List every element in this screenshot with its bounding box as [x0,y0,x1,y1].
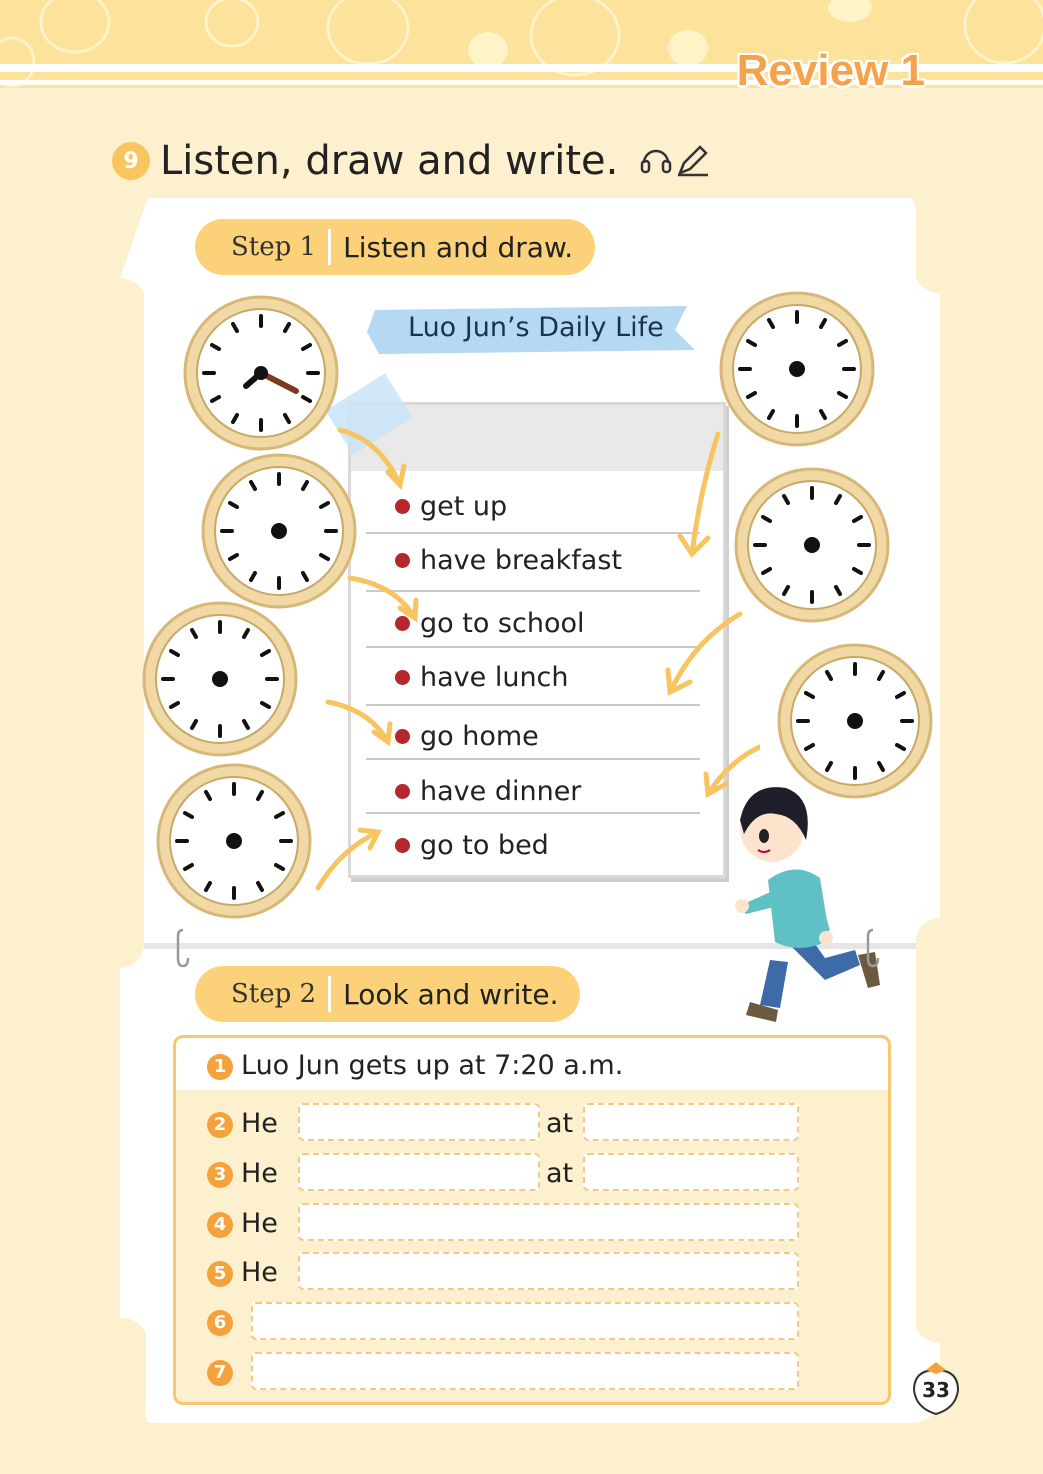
sentence-text: Luo Jun gets up at 7:20 a.m. [241,1050,624,1081]
header-banner [0,0,1043,96]
arrow-icon [692,434,718,554]
sentence-3 [207,1158,278,1189]
answer-blank[interactable] [251,1302,799,1340]
step2-action: Look and write. [343,977,559,1011]
sentence-4 [207,1208,278,1239]
clock-go-to-school [141,600,299,758]
answer-blank[interactable] [298,1153,540,1191]
sentence-3-at: at [546,1158,574,1189]
number-badge: 1 [207,1054,233,1080]
activity-label: get up [420,491,508,522]
step1-action: Listen and draw. [343,230,574,264]
sentence-prefix: He [241,1257,278,1288]
number-badge: 3 [207,1162,233,1188]
page-number-text: 33 [922,1378,950,1402]
step2-divider [328,976,331,1012]
step2-label: Step 2 [231,979,317,1009]
task-title: Listen, draw and write. [160,138,619,184]
task-icons [640,141,710,181]
number-badge: 4 [207,1212,233,1238]
ring-binder-left [176,928,190,968]
activity-label: have lunch [420,662,569,693]
number-badge: 2 [207,1112,233,1138]
sentence-6 [207,1306,241,1337]
sentence-7 [207,1356,241,1387]
answer-blank[interactable] [298,1203,799,1241]
boy-illustration [730,780,890,1030]
answer-blank[interactable] [583,1153,799,1191]
answer-blank[interactable] [298,1252,799,1290]
step1-divider [328,229,331,265]
activity-label: have breakfast [420,545,622,576]
arrow-icon [670,614,740,692]
arrow-icon [318,832,378,888]
arrows-layer [300,420,760,900]
pencil-icon [678,147,708,175]
daily-life-title: Luo Jun’s Daily Life [408,312,664,343]
clock-have-dinner [776,642,934,800]
step1-pill [195,219,595,275]
answer-blank[interactable] [583,1103,799,1141]
sentence-2-at: at [546,1108,574,1139]
activity-label: have dinner [420,776,582,807]
sentence-2 [207,1108,278,1139]
clock-get-up [182,294,340,452]
clock-go-to-bed [155,762,313,920]
page-number [912,1360,960,1412]
headphones-icon [642,151,670,172]
activity-label: go to bed [420,830,549,861]
step1-label: Step 1 [231,232,317,262]
answer-blank[interactable] [251,1352,799,1390]
task-number-badge: 9 [112,142,150,180]
number-badge: 5 [207,1261,233,1287]
sentence-prefix: He [241,1158,278,1189]
clock-have-breakfast [200,452,358,610]
number-badge: 6 [207,1310,233,1336]
clock-go-home [733,466,891,624]
review-label: Review 1 [736,46,925,95]
sentence-prefix: He [241,1208,278,1239]
answer-blank[interactable] [298,1103,540,1141]
activity-label: go to school [420,608,585,639]
clock-have-lunch [718,290,876,448]
task-heading [112,138,710,184]
activity-label: go home [420,721,539,752]
sentence-5 [207,1257,278,1288]
sentence-1 [207,1050,623,1081]
number-badge: 7 [207,1360,233,1386]
ring-binder-right [866,928,880,968]
step2-pill [195,966,580,1022]
sentence-prefix: He [241,1108,278,1139]
